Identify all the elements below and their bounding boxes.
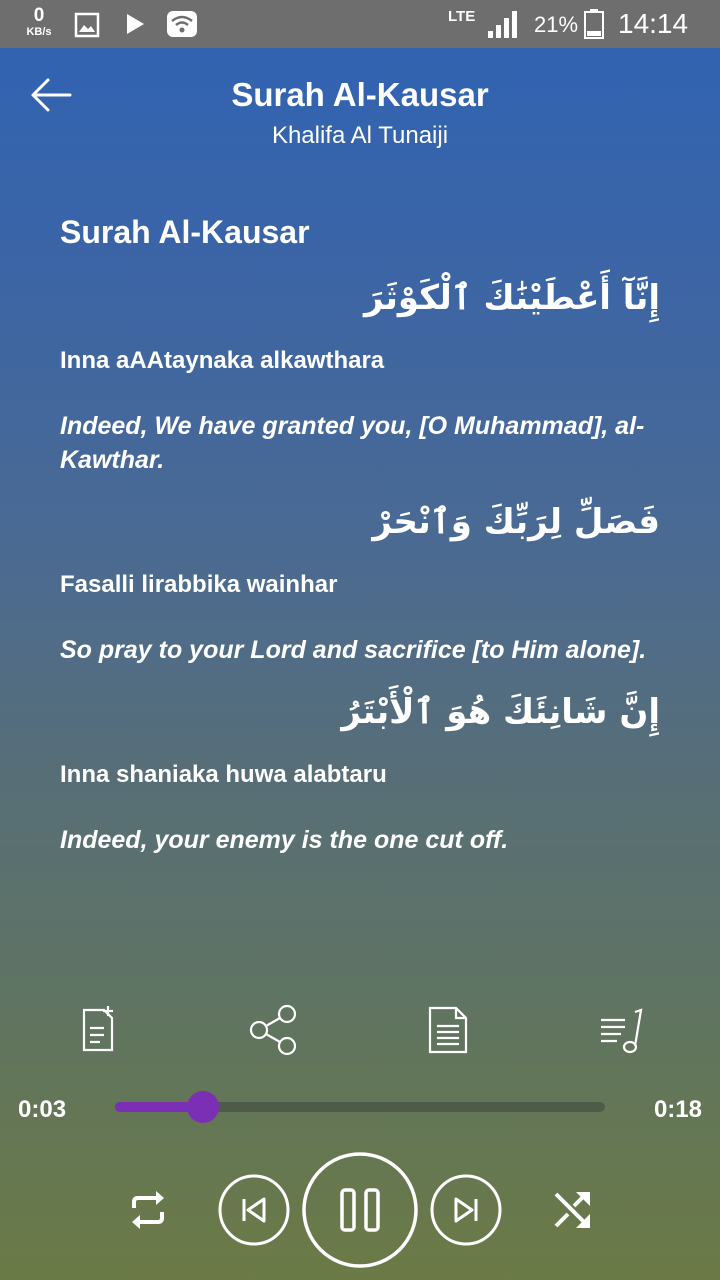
verse-translation: Indeed, your enemy is the one cut off. [60,826,509,854]
document-icon [420,1002,476,1058]
network-speed [22,6,56,38]
surah-heading: Surah Al-Kausar [60,214,310,250]
add-to-playlist-icon [70,1002,126,1058]
next-icon [429,1173,503,1247]
surah-content [60,214,660,877]
battery-percent: 21% [534,12,579,37]
signal-icon [486,9,522,44]
lyrics-button[interactable] [420,1002,476,1058]
verse-transliteration: Inna aAAtaynaka alkawthara [60,347,385,374]
verse-3 [60,687,660,857]
verse-translation: So pray to your Lord and sacrifice [to Him alone]. [60,636,647,664]
pause-icon [300,1150,420,1270]
current-time: 0:03 [18,1096,67,1123]
clock: 14:14 [618,8,689,39]
verse-arabic: إِنَّ شَانِئَكَ هُوَ ٱلْأَبْتَرُ [341,692,660,732]
network-type: LTE [448,8,476,25]
reciter-name: Khalifa Al Tunaiji [271,122,449,149]
verse-2 [60,497,660,667]
verse-1 [60,273,660,477]
repeat-icon [124,1184,172,1236]
total-time: 0:18 [653,1096,702,1123]
verse-transliteration: Inna shaniaka huwa alabtaru [60,761,387,788]
seek-thumb[interactable] [187,1091,219,1123]
shuffle-button[interactable] [548,1184,596,1236]
queue-button[interactable] [595,1002,651,1058]
verse-arabic: فَصَلِّ لِرَبِّكَ وَٱنْحَرْ [372,502,660,542]
verse-transliteration: Fasalli lirabbika wainhar [60,571,338,598]
network-speed-unit: KB/s [26,26,52,38]
network-speed-value: 0 [33,5,45,26]
shuffle-icon [548,1184,596,1236]
play-store-icon [124,12,146,41]
share-icon [245,1002,301,1058]
battery-icon [584,9,604,44]
wifi-icon [166,10,198,43]
seek-bar[interactable] [115,1102,605,1112]
previous-button[interactable] [217,1173,291,1247]
add-to-playlist-button[interactable] [70,1002,126,1058]
verse-arabic: إِنَّآ أَعْطَيْنَٰكَ ٱلْكَوْثَرَ [364,278,660,318]
queue-music-icon [595,1002,651,1058]
next-button[interactable] [429,1173,503,1247]
page-title: Surah Al-Kausar [231,76,489,113]
verse-translation: Indeed, We have granted you, [O Muhammad], al-Kawthar. [60,412,645,474]
repeat-button[interactable] [124,1184,172,1236]
gallery-icon [74,12,100,43]
previous-icon [217,1173,291,1247]
pause-button[interactable] [300,1150,420,1270]
status-bar [0,0,720,48]
share-button[interactable] [245,1002,301,1058]
